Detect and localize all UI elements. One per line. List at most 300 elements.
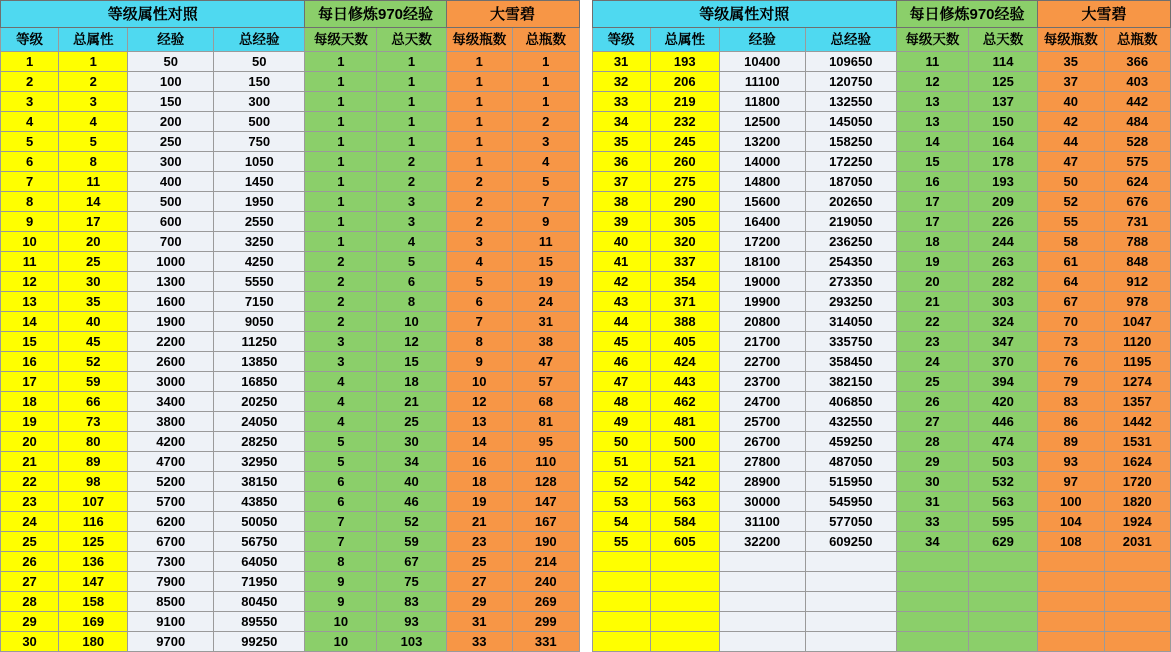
table-row xyxy=(592,612,1171,632)
cell-total-exp: 5550 xyxy=(214,272,305,292)
cell-total-days: 532 xyxy=(968,472,1037,492)
cell-total-days: 209 xyxy=(968,192,1037,212)
cell-total-bottles: 24 xyxy=(513,292,580,312)
cell-total-days: 40 xyxy=(377,472,446,492)
cell-total-bottles: 403 xyxy=(1104,72,1171,92)
cell-total-exp: 487050 xyxy=(805,452,896,472)
cell-days-per-level: 23 xyxy=(896,332,968,352)
cell-bottles-per-level: 55 xyxy=(1038,212,1104,232)
cell-bottles-per-level xyxy=(1038,552,1104,572)
cell-total-attr: 40 xyxy=(59,312,128,332)
cell-level: 25 xyxy=(1,532,59,552)
cell-total-days: 18 xyxy=(377,372,446,392)
cell-total-attr: 169 xyxy=(59,612,128,632)
cell-total-exp: 236250 xyxy=(805,232,896,252)
cell-exp: 8500 xyxy=(128,592,214,612)
cell-total-exp xyxy=(805,552,896,572)
cell-total-exp: 16850 xyxy=(214,372,305,392)
cell-level: 6 xyxy=(1,152,59,172)
cell-total-attr: 20 xyxy=(59,232,128,252)
cell-exp: 300 xyxy=(128,152,214,172)
cell-days-per-level: 4 xyxy=(305,372,377,392)
cell-level: 11 xyxy=(1,252,59,272)
cell-total-exp: 80450 xyxy=(214,592,305,612)
cell-total-exp: 254350 xyxy=(805,252,896,272)
cell-total-days: 244 xyxy=(968,232,1037,252)
cell-days-per-level: 9 xyxy=(305,592,377,612)
cell-total-attr xyxy=(650,572,719,592)
cell-total-exp: 24050 xyxy=(214,412,305,432)
cell-total-exp: 11250 xyxy=(214,332,305,352)
cell-total-days: 193 xyxy=(968,172,1037,192)
cell-total-bottles: 15 xyxy=(513,252,580,272)
cell-exp: 11800 xyxy=(719,92,805,112)
table-row xyxy=(592,312,1171,332)
cell-total-bottles: 31 xyxy=(513,312,580,332)
cell-bottles-per-level: 79 xyxy=(1038,372,1104,392)
cell-days-per-level: 24 xyxy=(896,352,968,372)
cell-bottles-per-level: 16 xyxy=(446,452,512,472)
table-row xyxy=(592,492,1171,512)
cell-days-per-level: 1 xyxy=(305,72,377,92)
cell-exp: 1600 xyxy=(128,292,214,312)
cell-bottles-per-level: 21 xyxy=(446,512,512,532)
cell-bottles-per-level: 31 xyxy=(446,612,512,632)
cell-total-attr: 405 xyxy=(650,332,719,352)
cell-total-days: 394 xyxy=(968,372,1037,392)
cell-bottles-per-level: 29 xyxy=(446,592,512,612)
cell-total-bottles: 19 xyxy=(513,272,580,292)
cell-total-exp: 32950 xyxy=(214,452,305,472)
table-row xyxy=(1,152,580,172)
cell-days-per-level: 1 xyxy=(305,52,377,72)
table-row xyxy=(1,592,580,612)
cell-total-days: 164 xyxy=(968,132,1037,152)
cell-total-exp: 2550 xyxy=(214,212,305,232)
group-header-attr: 等级属性对照 xyxy=(1,1,305,28)
cell-days-per-level: 19 xyxy=(896,252,968,272)
cell-exp xyxy=(719,632,805,652)
cell-days-per-level: 13 xyxy=(896,112,968,132)
cell-total-days: 114 xyxy=(968,52,1037,72)
cell-total-exp: 1950 xyxy=(214,192,305,212)
cell-total-days: 282 xyxy=(968,272,1037,292)
table-row xyxy=(592,372,1171,392)
cell-total-days: 5 xyxy=(377,252,446,272)
cell-exp: 2600 xyxy=(128,352,214,372)
cell-total-attr: 481 xyxy=(650,412,719,432)
cell-days-per-level: 2 xyxy=(305,292,377,312)
cell-level: 55 xyxy=(592,532,650,552)
cell-days-per-level: 17 xyxy=(896,212,968,232)
cell-bottles-per-level: 2 xyxy=(446,192,512,212)
cell-exp xyxy=(719,612,805,632)
cell-exp: 6200 xyxy=(128,512,214,532)
cell-exp: 9100 xyxy=(128,612,214,632)
cell-total-days: 178 xyxy=(968,152,1037,172)
cell-level: 2 xyxy=(1,72,59,92)
cell-exp: 4700 xyxy=(128,452,214,472)
cell-total-attr: 584 xyxy=(650,512,719,532)
table-row xyxy=(1,372,580,392)
cell-total-days: 2 xyxy=(377,152,446,172)
cell-exp: 100 xyxy=(128,72,214,92)
cell-total-days: 3 xyxy=(377,212,446,232)
levels-table-right xyxy=(592,0,1171,652)
cell-total-bottles: 484 xyxy=(1104,112,1171,132)
cell-total-exp: 150 xyxy=(214,72,305,92)
cell-total-exp: 335750 xyxy=(805,332,896,352)
table-row xyxy=(592,272,1171,292)
cell-days-per-level: 1 xyxy=(305,172,377,192)
table-row xyxy=(1,452,580,472)
cell-exp: 250 xyxy=(128,132,214,152)
cell-days-per-level: 8 xyxy=(305,552,377,572)
cell-bottles-per-level xyxy=(1038,632,1104,652)
table-row xyxy=(592,532,1171,552)
table-row xyxy=(592,572,1171,592)
cell-total-attr: 180 xyxy=(59,632,128,652)
cell-level: 7 xyxy=(1,172,59,192)
group-header-bottle: 大雪碧 xyxy=(1038,1,1171,28)
cell-exp: 7300 xyxy=(128,552,214,572)
cell-total-bottles xyxy=(1104,632,1171,652)
cell-level: 27 xyxy=(1,572,59,592)
cell-total-bottles: 366 xyxy=(1104,52,1171,72)
cell-days-per-level xyxy=(896,612,968,632)
cell-bottles-per-level xyxy=(1038,572,1104,592)
cell-level: 40 xyxy=(592,232,650,252)
cell-total-attr: 337 xyxy=(650,252,719,272)
cell-total-days xyxy=(968,552,1037,572)
cell-level: 51 xyxy=(592,452,650,472)
cell-days-per-level: 3 xyxy=(305,352,377,372)
cell-exp: 10400 xyxy=(719,52,805,72)
cell-total-exp xyxy=(805,632,896,652)
cell-total-bottles: 1 xyxy=(513,72,580,92)
cell-days-per-level: 13 xyxy=(896,92,968,112)
table-row xyxy=(1,72,580,92)
table-row xyxy=(592,452,1171,472)
cell-total-attr: 17 xyxy=(59,212,128,232)
cell-bottles-per-level: 52 xyxy=(1038,192,1104,212)
cell-exp: 500 xyxy=(128,192,214,212)
cell-total-days: 226 xyxy=(968,212,1037,232)
cell-total-attr xyxy=(650,552,719,572)
cell-level: 38 xyxy=(592,192,650,212)
cell-bottles-per-level: 13 xyxy=(446,412,512,432)
group-header-exp: 每日修炼970经验 xyxy=(305,1,446,28)
cell-bottles-per-level: 4 xyxy=(446,252,512,272)
cell-total-days: 67 xyxy=(377,552,446,572)
table-row xyxy=(592,292,1171,312)
table-row xyxy=(592,512,1171,532)
table-row xyxy=(1,352,580,372)
cell-total-attr: 290 xyxy=(650,192,719,212)
cell-level: 50 xyxy=(592,432,650,452)
cell-days-per-level: 2 xyxy=(305,252,377,272)
col-header-level: 等级 xyxy=(1,28,59,52)
cell-bottles-per-level: 76 xyxy=(1038,352,1104,372)
table-row xyxy=(592,52,1171,72)
cell-total-bottles: 4 xyxy=(513,152,580,172)
cell-total-days: 2 xyxy=(377,172,446,192)
cell-days-per-level xyxy=(896,592,968,612)
cell-days-per-level: 10 xyxy=(305,612,377,632)
table-row xyxy=(1,312,580,332)
table-row xyxy=(592,252,1171,272)
cell-level: 44 xyxy=(592,312,650,332)
table-row xyxy=(592,552,1171,572)
cell-total-days: 563 xyxy=(968,492,1037,512)
cell-exp: 15600 xyxy=(719,192,805,212)
cell-exp: 13200 xyxy=(719,132,805,152)
cell-exp: 28900 xyxy=(719,472,805,492)
levels-table-body-left xyxy=(1,52,580,652)
cell-exp: 1900 xyxy=(128,312,214,332)
cell-exp: 20800 xyxy=(719,312,805,332)
cell-total-days: 46 xyxy=(377,492,446,512)
cell-total-days: 263 xyxy=(968,252,1037,272)
column-header-row-right xyxy=(592,28,1171,52)
cell-total-days: 1 xyxy=(377,112,446,132)
cell-level: 13 xyxy=(1,292,59,312)
cell-days-per-level: 4 xyxy=(305,392,377,412)
cell-bottles-per-level: 23 xyxy=(446,532,512,552)
cell-bottles-per-level: 83 xyxy=(1038,392,1104,412)
cell-bottles-per-level: 61 xyxy=(1038,252,1104,272)
cell-exp: 31100 xyxy=(719,512,805,532)
cell-exp: 5700 xyxy=(128,492,214,512)
table-row xyxy=(592,632,1171,652)
cell-exp: 17200 xyxy=(719,232,805,252)
cell-exp: 12500 xyxy=(719,112,805,132)
cell-total-bottles: 1442 xyxy=(1104,412,1171,432)
cell-level: 49 xyxy=(592,412,650,432)
cell-total-exp xyxy=(805,572,896,592)
cell-days-per-level: 27 xyxy=(896,412,968,432)
cell-total-bottles: 147 xyxy=(513,492,580,512)
cell-level: 43 xyxy=(592,292,650,312)
cell-total-bottles: 9 xyxy=(513,212,580,232)
cell-total-days: 21 xyxy=(377,392,446,412)
cell-level: 19 xyxy=(1,412,59,432)
cell-total-exp: 20250 xyxy=(214,392,305,412)
cell-level: 35 xyxy=(592,132,650,152)
cell-total-attr: 136 xyxy=(59,552,128,572)
cell-total-days xyxy=(968,592,1037,612)
cell-level: 46 xyxy=(592,352,650,372)
table-row xyxy=(592,412,1171,432)
cell-total-attr: 5 xyxy=(59,132,128,152)
cell-days-per-level: 1 xyxy=(305,212,377,232)
cell-total-days: 34 xyxy=(377,452,446,472)
cell-total-attr: 2 xyxy=(59,72,128,92)
cell-bottles-per-level: 12 xyxy=(446,392,512,412)
cell-total-exp: 145050 xyxy=(805,112,896,132)
table-row xyxy=(592,392,1171,412)
cell-total-attr: 8 xyxy=(59,152,128,172)
table-row xyxy=(1,292,580,312)
cell-total-days: 15 xyxy=(377,352,446,372)
table-row xyxy=(1,552,580,572)
table-row xyxy=(1,52,580,72)
cell-bottles-per-level: 2 xyxy=(446,172,512,192)
cell-bottles-per-level: 108 xyxy=(1038,532,1104,552)
cell-days-per-level: 1 xyxy=(305,112,377,132)
cell-total-days: 347 xyxy=(968,332,1037,352)
cell-total-bottles xyxy=(1104,572,1171,592)
cell-total-exp: 273350 xyxy=(805,272,896,292)
table-row xyxy=(1,512,580,532)
cell-bottles-per-level: 89 xyxy=(1038,432,1104,452)
cell-total-days: 150 xyxy=(968,112,1037,132)
cell-days-per-level: 17 xyxy=(896,192,968,212)
cell-exp: 9700 xyxy=(128,632,214,652)
cell-total-exp: 38150 xyxy=(214,472,305,492)
cell-total-bottles: 1195 xyxy=(1104,352,1171,372)
cell-total-exp: 132550 xyxy=(805,92,896,112)
cell-exp xyxy=(719,572,805,592)
cell-total-attr: 73 xyxy=(59,412,128,432)
cell-bottles-per-level: 2 xyxy=(446,212,512,232)
cell-total-exp: 406850 xyxy=(805,392,896,412)
table-row xyxy=(1,172,580,192)
cell-total-bottles: 1720 xyxy=(1104,472,1171,492)
cell-total-days: 1 xyxy=(377,52,446,72)
cell-bottles-per-level: 70 xyxy=(1038,312,1104,332)
cell-days-per-level: 5 xyxy=(305,432,377,452)
cell-bottles-per-level: 7 xyxy=(446,312,512,332)
cell-total-attr: 45 xyxy=(59,332,128,352)
cell-level: 23 xyxy=(1,492,59,512)
cell-exp: 14000 xyxy=(719,152,805,172)
cell-total-attr: 275 xyxy=(650,172,719,192)
cell-exp: 3400 xyxy=(128,392,214,412)
cell-exp: 18100 xyxy=(719,252,805,272)
cell-days-per-level: 10 xyxy=(305,632,377,652)
col-header-bottles-per-level: 每级瓶数 xyxy=(446,28,512,52)
cell-total-bottles: 240 xyxy=(513,572,580,592)
cell-level: 26 xyxy=(1,552,59,572)
cell-level: 52 xyxy=(592,472,650,492)
cell-level: 37 xyxy=(592,172,650,192)
cell-total-days: 1 xyxy=(377,92,446,112)
cell-total-attr: 14 xyxy=(59,192,128,212)
cell-total-exp: 3250 xyxy=(214,232,305,252)
cell-total-exp: 13850 xyxy=(214,352,305,372)
cell-level xyxy=(592,612,650,632)
table-row xyxy=(1,632,580,652)
cell-bottles-per-level: 97 xyxy=(1038,472,1104,492)
cell-total-attr: 147 xyxy=(59,572,128,592)
cell-total-bottles: 676 xyxy=(1104,192,1171,212)
cell-total-days: 103 xyxy=(377,632,446,652)
table-row xyxy=(592,112,1171,132)
cell-exp: 30000 xyxy=(719,492,805,512)
cell-total-days: 503 xyxy=(968,452,1037,472)
group-header-row-right xyxy=(592,1,1171,28)
cell-total-attr: 52 xyxy=(59,352,128,372)
table-row xyxy=(1,412,580,432)
cell-total-exp: 50 xyxy=(214,52,305,72)
cell-days-per-level: 14 xyxy=(896,132,968,152)
cell-total-days: 474 xyxy=(968,432,1037,452)
cell-total-attr xyxy=(650,612,719,632)
cell-total-bottles: 442 xyxy=(1104,92,1171,112)
group-header-attr: 等级属性对照 xyxy=(592,1,896,28)
cell-total-attr: 11 xyxy=(59,172,128,192)
cell-total-days: 30 xyxy=(377,432,446,452)
cell-total-attr: 371 xyxy=(650,292,719,312)
cell-total-days xyxy=(968,612,1037,632)
cell-total-days: 303 xyxy=(968,292,1037,312)
cell-total-exp: 500 xyxy=(214,112,305,132)
cell-total-days xyxy=(968,632,1037,652)
cell-level: 32 xyxy=(592,72,650,92)
cell-total-attr: 245 xyxy=(650,132,719,152)
col-header-total-exp: 总经验 xyxy=(805,28,896,52)
cell-total-bottles: 1 xyxy=(513,92,580,112)
cell-total-exp: 89550 xyxy=(214,612,305,632)
cell-exp: 23700 xyxy=(719,372,805,392)
cell-bottles-per-level: 1 xyxy=(446,72,512,92)
cell-days-per-level: 31 xyxy=(896,492,968,512)
cell-days-per-level: 5 xyxy=(305,452,377,472)
cell-exp: 7900 xyxy=(128,572,214,592)
cell-exp: 32200 xyxy=(719,532,805,552)
cell-days-per-level: 18 xyxy=(896,232,968,252)
cell-exp: 3000 xyxy=(128,372,214,392)
cell-total-bottles: 1047 xyxy=(1104,312,1171,332)
cell-total-days: 3 xyxy=(377,192,446,212)
cell-total-days: 137 xyxy=(968,92,1037,112)
cell-total-attr: 388 xyxy=(650,312,719,332)
cell-days-per-level: 20 xyxy=(896,272,968,292)
cell-total-bottles: 1274 xyxy=(1104,372,1171,392)
cell-exp: 19000 xyxy=(719,272,805,292)
cell-total-exp: 99250 xyxy=(214,632,305,652)
cell-bottles-per-level: 1 xyxy=(446,92,512,112)
col-header-level: 等级 xyxy=(592,28,650,52)
cell-exp: 50 xyxy=(128,52,214,72)
table-row xyxy=(592,592,1171,612)
cell-level: 1 xyxy=(1,52,59,72)
cell-total-attr: 80 xyxy=(59,432,128,452)
col-header-total-bottles: 总瓶数 xyxy=(513,28,580,52)
cell-total-bottles: 110 xyxy=(513,452,580,472)
cell-total-days: 83 xyxy=(377,592,446,612)
cell-total-attr: 158 xyxy=(59,592,128,612)
table-row xyxy=(592,152,1171,172)
cell-total-bottles: 1624 xyxy=(1104,452,1171,472)
cell-days-per-level: 34 xyxy=(896,532,968,552)
cell-total-bottles: 624 xyxy=(1104,172,1171,192)
cell-total-exp: 1050 xyxy=(214,152,305,172)
cell-total-days: 4 xyxy=(377,232,446,252)
cell-bottles-per-level: 37 xyxy=(1038,72,1104,92)
cell-bottles-per-level xyxy=(1038,612,1104,632)
cell-total-exp: 56750 xyxy=(214,532,305,552)
cell-bottles-per-level: 73 xyxy=(1038,332,1104,352)
cell-level: 53 xyxy=(592,492,650,512)
cell-total-attr: 354 xyxy=(650,272,719,292)
cell-total-exp: 9050 xyxy=(214,312,305,332)
cell-total-exp: 515950 xyxy=(805,472,896,492)
cell-level: 16 xyxy=(1,352,59,372)
table-row xyxy=(1,272,580,292)
cell-total-exp: 158250 xyxy=(805,132,896,152)
